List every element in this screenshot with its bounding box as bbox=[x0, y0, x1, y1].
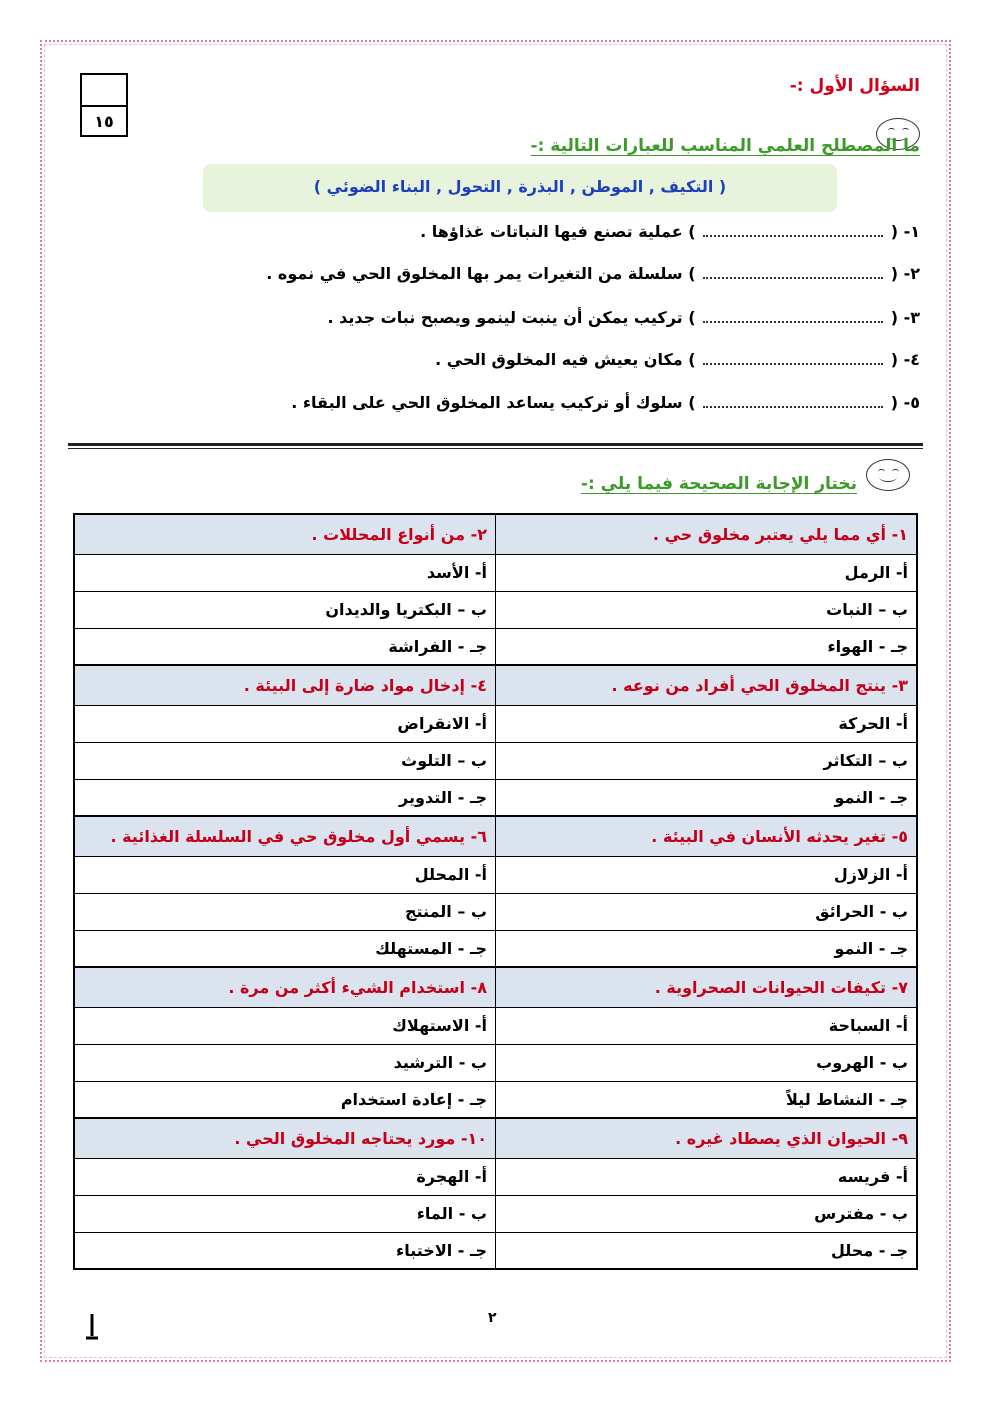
question-cell: ٧- تكيفات الحيوانات الصحراوية . bbox=[496, 967, 918, 1007]
option-cell[interactable]: ب - الماء bbox=[74, 1195, 496, 1232]
option-row bbox=[74, 779, 917, 816]
option-row bbox=[74, 1158, 917, 1195]
question-cell: ٦- يسمي أول مخلوق حي في السلسلة الغذائية . bbox=[74, 816, 496, 856]
score-blank bbox=[82, 75, 126, 107]
question-cell: ٣- ينتج المخلوق الحي أفراد من نوعه . bbox=[496, 665, 918, 705]
fill-item-text: عملية تصنع فيها النباتات غذاؤها . bbox=[420, 222, 683, 241]
option-cell[interactable]: أ- الزلازل bbox=[496, 856, 918, 893]
option-cell[interactable]: ب – البكتريا والديدان bbox=[74, 591, 496, 628]
fill-item-close: ) bbox=[688, 308, 696, 327]
option-cell[interactable]: جـ - المستهلك bbox=[74, 930, 496, 967]
fill-item-close: ) bbox=[688, 393, 696, 412]
option-cell[interactable]: جـ - محلل bbox=[496, 1232, 918, 1269]
option-cell[interactable]: جـ - النمو bbox=[496, 930, 918, 967]
option-cell[interactable]: جـ - التدوير bbox=[74, 779, 496, 816]
answer-blank[interactable] bbox=[703, 313, 883, 323]
option-cell[interactable]: جـ - الهواء bbox=[496, 628, 918, 665]
option-cell[interactable]: ب – التلوث bbox=[74, 742, 496, 779]
option-cell[interactable]: أ- الانقراض bbox=[74, 705, 496, 742]
word-bank: ( التكيف , الموطن , البذرة , التحول , البناء الضوئي ) bbox=[203, 164, 837, 212]
option-row bbox=[74, 591, 917, 628]
fill-item-5 bbox=[291, 393, 920, 412]
fill-item-2 bbox=[266, 264, 920, 283]
option-row bbox=[74, 893, 917, 930]
option-row bbox=[74, 856, 917, 893]
fill-item-number: ١- ( bbox=[890, 222, 920, 241]
option-cell[interactable]: أ- الاستهلاك bbox=[74, 1007, 496, 1044]
option-row bbox=[74, 930, 917, 967]
option-cell[interactable]: ب - الهروب bbox=[496, 1044, 918, 1081]
fill-item-close: ) bbox=[688, 350, 696, 369]
fill-item-text: سلوك أو تركيب يساعد المخلوق الحي على البقاء . bbox=[291, 393, 683, 412]
question-cell: ٢- من أنواع المحللات . bbox=[74, 514, 496, 554]
question-row bbox=[74, 514, 917, 554]
option-cell[interactable]: ب – المنتج bbox=[74, 893, 496, 930]
question-row bbox=[74, 1118, 917, 1158]
option-row bbox=[74, 1044, 917, 1081]
question-cell: ١٠- مورد يحتاجه المخلوق الحي . bbox=[74, 1118, 496, 1158]
fill-item-text: تركيب يمكن أن ينبت لينمو ويصبح نبات جديد . bbox=[327, 308, 683, 327]
fill-item-number: ٣- ( bbox=[890, 308, 920, 327]
answer-blank[interactable] bbox=[703, 227, 883, 237]
option-cell[interactable]: جـ - الفراشة bbox=[74, 628, 496, 665]
fill-item-close: ) bbox=[688, 264, 696, 283]
fill-item-number: ٥- ( bbox=[890, 393, 920, 412]
option-row bbox=[74, 1195, 917, 1232]
option-row bbox=[74, 1081, 917, 1118]
answer-blank[interactable] bbox=[703, 398, 883, 408]
question-cell: ٥- تغير يحدثه الأنسان في البيئة . bbox=[496, 816, 918, 856]
question-cell: ٤- إدخال مواد ضارة إلى البيئة . bbox=[74, 665, 496, 705]
score-box bbox=[80, 73, 128, 137]
option-cell[interactable]: أ- فريسه bbox=[496, 1158, 918, 1195]
option-cell[interactable]: ب – التكاثر bbox=[496, 742, 918, 779]
question-row bbox=[74, 665, 917, 705]
fill-item-1 bbox=[420, 222, 920, 241]
fill-item-3 bbox=[327, 308, 920, 327]
option-cell[interactable]: جـ - إعادة استخدام bbox=[74, 1081, 496, 1118]
fill-item-text: سلسلة من التغيرات يمر بها المخلوق الحي في نموه . bbox=[266, 264, 683, 283]
question-row bbox=[74, 816, 917, 856]
option-cell[interactable]: ب - الحرائق bbox=[496, 893, 918, 930]
answer-blank[interactable] bbox=[703, 269, 883, 279]
option-cell[interactable]: أ- الرمل bbox=[496, 554, 918, 591]
question-cell: ١- أي مما يلي يعتبر مخلوق حي . bbox=[496, 514, 918, 554]
score-total: ١٥ bbox=[94, 112, 114, 131]
question-cell: ٨- استخدام الشيء أكثر من مرة . bbox=[74, 967, 496, 1007]
fill-item-text: مكان يعيش فيه المخلوق الحي . bbox=[435, 350, 683, 369]
answer-blank[interactable] bbox=[703, 355, 883, 365]
section-divider-thin bbox=[68, 448, 923, 449]
option-cell[interactable]: أ- السباحة bbox=[496, 1007, 918, 1044]
fill-item-number: ٢- ( bbox=[890, 264, 920, 283]
option-cell[interactable]: جـ - الاختباء bbox=[74, 1232, 496, 1269]
option-cell[interactable]: ب – النبات bbox=[496, 591, 918, 628]
option-cell[interactable]: أ- الهجرة bbox=[74, 1158, 496, 1195]
option-row bbox=[74, 554, 917, 591]
option-cell[interactable]: ب - الترشيد bbox=[74, 1044, 496, 1081]
option-cell[interactable]: أ- الأسد bbox=[74, 554, 496, 591]
q2-instruction: نختار الإجابة الصحيحة فيما يلي :- bbox=[580, 474, 857, 494]
option-cell[interactable]: أ- الحركة bbox=[496, 705, 918, 742]
fill-item-4 bbox=[435, 350, 920, 369]
page-number: ٢ bbox=[488, 1310, 497, 1326]
option-row bbox=[74, 628, 917, 665]
option-cell[interactable]: جـ - النشاط ليلاً bbox=[496, 1081, 918, 1118]
mcq-table bbox=[73, 513, 918, 1270]
section-divider bbox=[68, 443, 923, 446]
option-cell[interactable]: أ- المحلل bbox=[74, 856, 496, 893]
q1-instruction: ما المصطلح العلمي المناسب للعبارات التالية :- bbox=[530, 136, 920, 156]
arrow-down-icon bbox=[84, 1312, 100, 1340]
fill-item-close: ) bbox=[688, 222, 696, 241]
option-row bbox=[74, 1007, 917, 1044]
smiley-icon bbox=[866, 459, 910, 491]
option-cell[interactable]: جـ - النمو bbox=[496, 779, 918, 816]
option-cell[interactable]: ب - مفترس bbox=[496, 1195, 918, 1232]
question-row bbox=[74, 967, 917, 1007]
option-row bbox=[74, 742, 917, 779]
question-one-title: السؤال الأول :- bbox=[789, 76, 920, 96]
option-row bbox=[74, 705, 917, 742]
option-row bbox=[74, 1232, 917, 1269]
fill-item-number: ٤- ( bbox=[890, 350, 920, 369]
question-cell: ٩- الحيوان الذي يصطاد غيره . bbox=[496, 1118, 918, 1158]
